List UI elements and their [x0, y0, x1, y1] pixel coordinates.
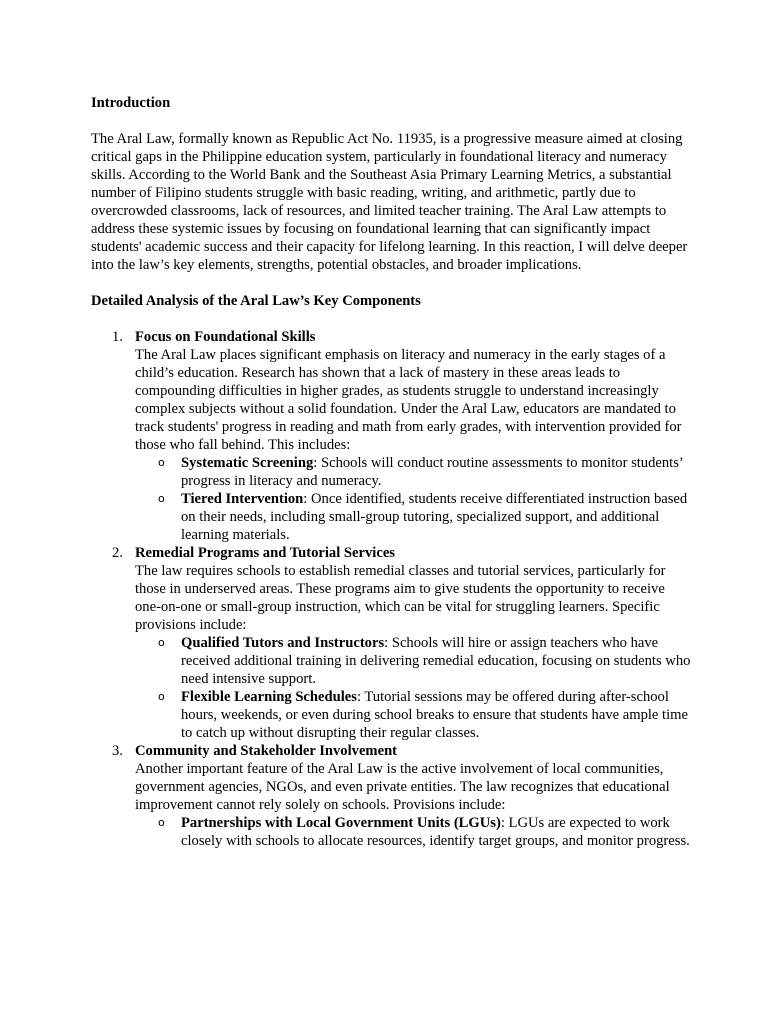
- list-item: [91, 742, 691, 850]
- sub-list: [135, 454, 691, 544]
- sub-item-text: : Schools will hire or assign teachers who have received additional training in delivering remedial education, focusing on students who need intensive support.: [181, 635, 691, 687]
- sub-item-title: Flexible Learning Schedules: [181, 689, 357, 705]
- components-list: [91, 328, 691, 850]
- item-title: Remedial Programs and Tutorial Services: [135, 545, 395, 561]
- circle-bullet-icon: o: [158, 690, 165, 703]
- item-title: Community and Stakeholder Involvement: [135, 743, 398, 759]
- analysis-heading: Detailed Analysis of the Aral Law’s Key Components: [91, 293, 421, 309]
- document-page: [91, 94, 691, 850]
- item-number: 1.: [112, 329, 123, 345]
- sub-list: [135, 634, 691, 742]
- circle-bullet-icon: o: [158, 636, 165, 649]
- sub-list-item: [135, 688, 691, 742]
- list-item: [91, 328, 691, 544]
- circle-bullet-icon: o: [158, 816, 165, 829]
- intro-paragraph: The Aral Law, formally known as Republic Act No. 11935, is a progressive measure aimed at closing critical gaps in the Philippine education system, particularly in foundational literacy and numeracy skills. According to the World Bank and the Southeast Asia Primary Learning Metrics, a substantial number of Filipino students struggle with basic reading, writing, and arithmetic, partly due to overcrowded classrooms, lack of resources, and limited teacher training. The Aral Law attempts to address these systemic issues by focusing on foundational learning that can significantly impact students' academic success and their capacity for lifelong learning. In this reaction, I will delve deeper into the law’s key elements, strengths, potential obstacles, and broader implications.: [91, 131, 688, 273]
- circle-bullet-icon: o: [158, 456, 165, 469]
- sub-item-text: : Once identified, students receive differentiated instruction based on their needs, including small-group tutoring, specialized support, and additional learning materials.: [181, 491, 688, 543]
- sub-list-item: [135, 490, 691, 544]
- circle-bullet-icon: o: [158, 492, 165, 505]
- spacer: [91, 310, 691, 328]
- sub-item-text: : Tutorial sessions may be offered during after-school hours, weekends, or even during school breaks to ensure that students have ample time to catch up without disrupting their regular classes.: [181, 689, 688, 741]
- sub-list-item: [135, 634, 691, 688]
- item-number: 3.: [112, 743, 123, 759]
- list-item: [91, 544, 691, 742]
- sub-item-title: Qualified Tutors and Instructors: [181, 635, 385, 651]
- sub-item-title: Systematic Screening: [181, 455, 314, 471]
- sub-item-text: : LGUs are expected to work closely with schools to allocate resources, identify target groups, and monitor progress.: [181, 815, 690, 849]
- item-number: 2.: [112, 545, 123, 561]
- sub-list: [135, 814, 691, 850]
- sub-list-item: [135, 814, 691, 850]
- sub-item-title: Partnerships with Local Government Units (LGUs): [181, 815, 501, 831]
- sub-list-item: [135, 454, 691, 490]
- spacer: [91, 274, 691, 292]
- item-body: The Aral Law places significant emphasis on literacy and numeracy in the early stages of a child’s education. Research has shown that a lack of mastery in these areas leads to compounding difficulties in higher grades, as students struggle to understand increasingly complex subjects without a solid foundation. Under the Aral Law, educators are mandated to track students' progress in reading and math from early grades, with intervention provided for those who fall behind. This includes:: [135, 347, 682, 453]
- spacer: [91, 112, 691, 130]
- item-body: The law requires schools to establish remedial classes and tutorial services, particularly for those in underserved areas. These programs aim to give students the opportunity to receive one-on-one or small-group instruction, which can be vital for struggling learners. Specific provisions include:: [135, 563, 666, 633]
- sub-item-title: Tiered Intervention: [181, 491, 304, 507]
- item-title: Focus on Foundational Skills: [135, 329, 316, 345]
- intro-heading: Introduction: [91, 95, 171, 111]
- sub-item-text: : Schools will conduct routine assessments to monitor students’ progress in literacy and numeracy.: [181, 455, 683, 489]
- item-body: Another important feature of the Aral Law is the active involvement of local communities, government agencies, NGOs, and even private entities. The law recognizes that educational improvement cannot rely solely on schools. Provisions include:: [135, 761, 670, 813]
